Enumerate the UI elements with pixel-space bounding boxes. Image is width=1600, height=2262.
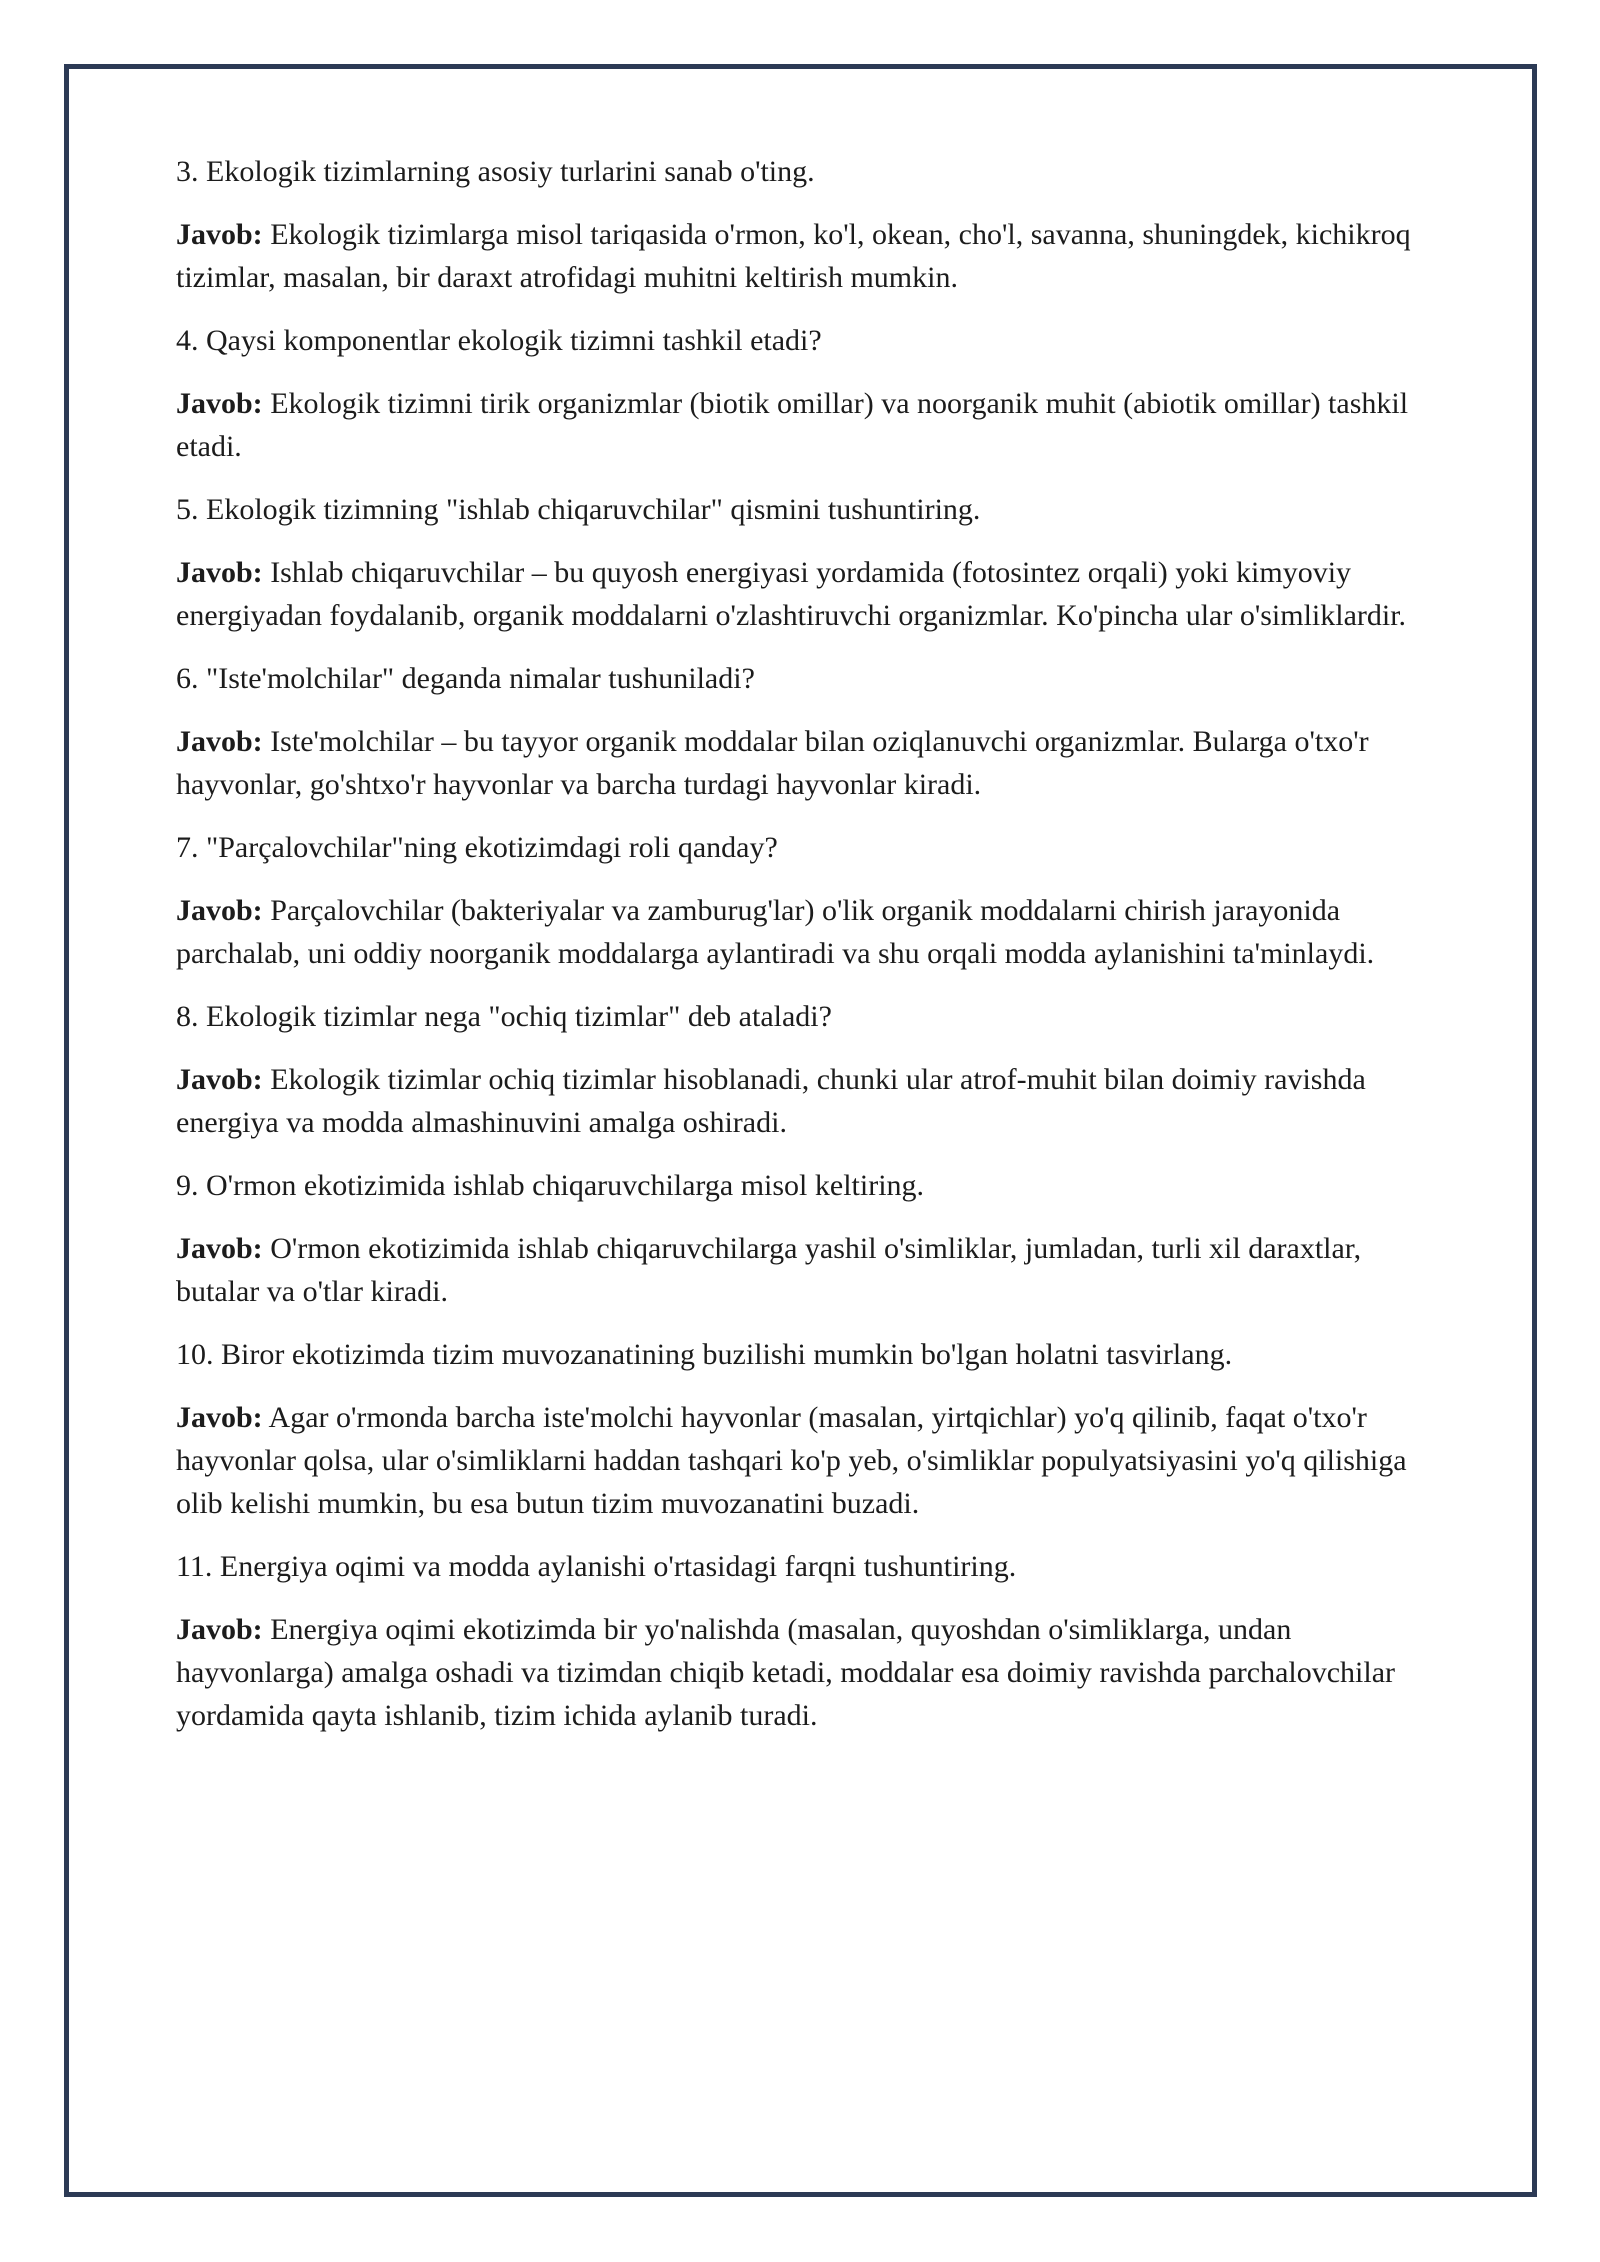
qa-item-10	[176, 1333, 1426, 1525]
answer-label: Javob:	[176, 556, 263, 589]
answer-label: Javob:	[176, 894, 263, 927]
question-4: 4. Qaysi komponentlar ekologik tizimni tashkil etadi?	[176, 324, 822, 357]
qa-item-11	[176, 1545, 1426, 1737]
qa-item-6	[176, 657, 1426, 806]
answer-label: Javob:	[176, 387, 263, 420]
answer-text: Iste'molchilar – bu tayyor organik moddalar bilan oziqlanuvchi organizmlar. Bularga o'txo'r hayvonlar, go'shtxo'r hayvonlar va barcha turdagi hayvonlar kiradi.	[176, 725, 1369, 801]
answer-label: Javob:	[176, 1232, 263, 1265]
answer-10	[176, 1396, 1426, 1525]
answer-label: Javob:	[176, 1063, 263, 1096]
answer-7	[176, 889, 1426, 975]
answer-text: Ishlab chiqaruvchilar – bu quyosh energiyasi yordamida (fotosintez orqali) yoki kimyoviy energiyadan foydalanib, organik moddalarni o'zlashtiruvchi organizmlar. Ko'pincha ular o'simliklardir.	[176, 556, 1407, 632]
answer-label: Javob:	[176, 725, 263, 758]
answer-text: Ekologik tizimni tirik organizmlar (biotik omillar) va noorganik muhit (abiotik omillar) tashkil etadi.	[176, 387, 1409, 463]
question-7: 7. "Parçalovchilar"ning ekotizimdagi roli qanday?	[176, 831, 778, 864]
document-content	[176, 150, 1426, 1757]
answer-text: O'rmon ekotizimida ishlab chiqaruvchilarga yashil o'simliklar, jumladan, turli xil daraxtlar, butalar va o'tlar kiradi.	[176, 1232, 1362, 1308]
answer-5	[176, 551, 1426, 637]
answer-text: Ekologik tizimlar ochiq tizimlar hisoblanadi, chunki ular atrof-muhit bilan doimiy ravishda energiya va modda almashinuvini amalga oshiradi.	[176, 1063, 1366, 1139]
answer-8	[176, 1058, 1426, 1144]
qa-item-8	[176, 995, 1426, 1144]
question-5: 5. Ekologik tizimning "ishlab chiqaruvchilar" qismini tushuntiring.	[176, 493, 981, 526]
question-6: 6. "Iste'molchilar" deganda nimalar tushuniladi?	[176, 662, 755, 695]
qa-item-5	[176, 488, 1426, 637]
answer-9	[176, 1227, 1426, 1313]
qa-item-9	[176, 1164, 1426, 1313]
answer-4	[176, 382, 1426, 468]
answer-3	[176, 213, 1426, 299]
answer-label: Javob:	[176, 218, 263, 251]
question-8: 8. Ekologik tizimlar nega "ochiq tizimlar" deb ataladi?	[176, 1000, 832, 1033]
question-3: 3. Ekologik tizimlarning asosiy turlarini sanab o'ting.	[176, 155, 815, 188]
answer-text: Agar o'rmonda barcha iste'molchi hayvonlar (masalan, yirtqichlar) yo'q qilinib, faqat o'txo'r hayvonlar qolsa, ular o'simliklarni haddan tashqari ko'p yeb, o'simliklar populyatsiyasini yo'q qilishiga olib kelishi mumkin, bu esa butun tizim muvozanatini buzadi.	[176, 1401, 1407, 1520]
question-11: 11. Energiya oqimi va modda aylanishi o'rtasidagi farqni tushuntiring.	[176, 1550, 1017, 1583]
answer-11	[176, 1608, 1426, 1737]
answer-text: Ekologik tizimlarga misol tariqasida o'rmon, ko'l, okean, cho'l, savanna, shuningdek, kichikroq tizimlar, masalan, bir daraxt atrofidagi muhitni keltirish mumkin.	[176, 218, 1411, 294]
question-10: 10. Biror ekotizimda tizim muvozanatining buzilishi mumkin bo'lgan holatni tasvirlang.	[176, 1338, 1233, 1371]
answer-label: Javob:	[176, 1401, 263, 1434]
question-9: 9. O'rmon ekotizimida ishlab chiqaruvchilarga misol keltiring.	[176, 1169, 925, 1202]
qa-item-4	[176, 319, 1426, 468]
answer-text: Energiya oqimi ekotizimda bir yo'nalishda (masalan, quyoshdan o'simliklarga, undan hayvonlarga) amalga oshadi va tizimdan chiqib ketadi, moddalar esa doimiy ravishda parchalovchilar yordamida qayta ishlanib, tizim ichida aylanib turadi.	[176, 1613, 1396, 1732]
answer-label: Javob:	[176, 1613, 263, 1646]
answer-6	[176, 720, 1426, 806]
qa-item-7	[176, 826, 1426, 975]
answer-text: Parçalovchilar (bakteriyalar va zamburug'lar) o'lik organik moddalarni chirish jarayonida parchalab, uni oddiy noorganik moddalarga aylantiradi va shu orqali modda aylanishini ta'minlaydi.	[176, 894, 1375, 970]
qa-item-3	[176, 150, 1426, 299]
